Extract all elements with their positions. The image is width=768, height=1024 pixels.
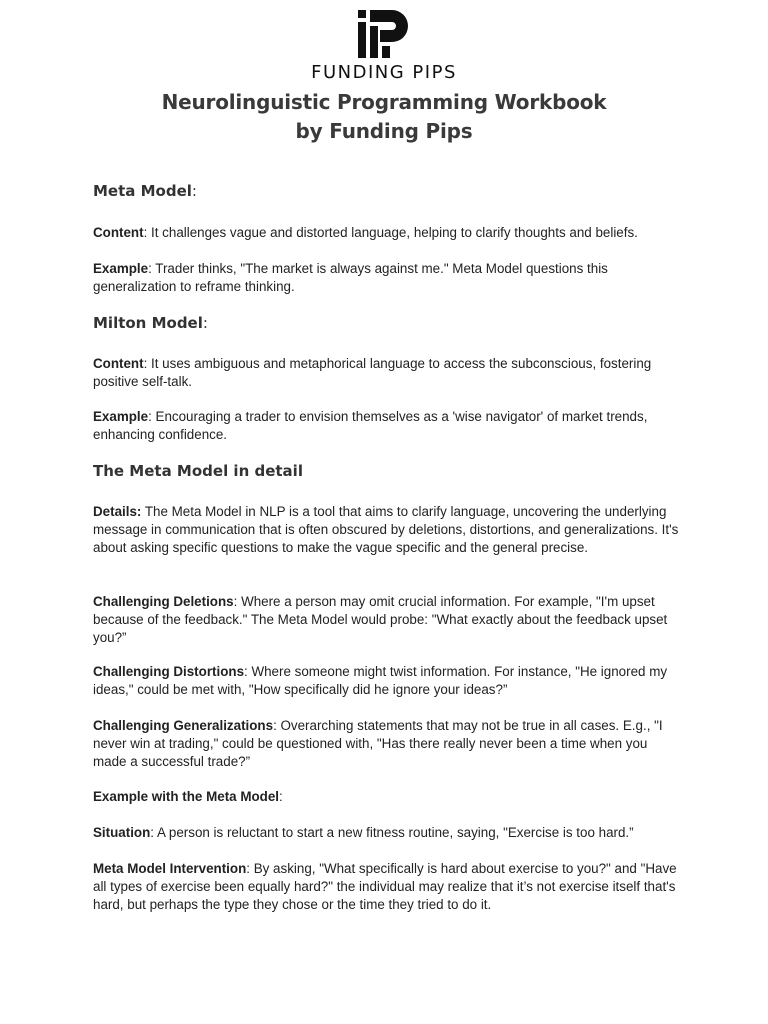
situation-text: : A person is reluctant to start a new fitness routine, saying, "Exercise is too hard.” (150, 825, 634, 840)
logo (0, 8, 768, 60)
meta-content-paragraph (93, 224, 638, 242)
milton-content-paragraph (93, 355, 683, 391)
content-label: Content (93, 356, 144, 371)
heading-colon: : (191, 182, 197, 200)
heading-meta-model-detail: The Meta Model in detail (93, 462, 303, 480)
example-with-meta-model-heading (93, 788, 283, 806)
brand-name: FUNDING PIPS (311, 62, 457, 83)
heading-text: Meta Model (93, 182, 192, 200)
situation-paragraph (93, 824, 683, 842)
example-head-label: Example with the Meta Model (93, 789, 280, 804)
details-text: The Meta Model in NLP is a tool that aims to clarify language, uncovering the underlying message in communication that is often obscured by deletions, distortions, and generalizations. It's about asking specific questions to make the vague specific and the general precise. (93, 504, 679, 555)
example-text: : Encouraging a trader to envision themselves as a 'wise navigator' of market trends, enhancing confidence. (93, 409, 648, 442)
details-label: Details: (93, 504, 142, 519)
example-text: : Trader thinks, "The market is always against me." Meta Model questions this generalization to reframe thinking. (93, 261, 608, 294)
generalizations-label: Challenging Generalizations (93, 718, 274, 733)
intervention-text: : By asking, "What specifically is hard about exercise to you?" and "Have all types of exercise been equally hard?" the individual may realize that it’s not exercise itself that's hard, but perhaps the type they chose or the time they tried to do it. (93, 861, 677, 912)
meta-example-paragraph (93, 260, 683, 296)
distortions-text: : Where someone might twist information. For instance, "He ignored my ideas," could be met with, "How specifically did he ignore your ideas?” (93, 664, 668, 697)
deletions-text: : Where a person may omit crucial information. For example, "I'm upset because of the feedback." The Meta Model would probe: "What exactly about the feedback upset you?” (93, 594, 668, 645)
content-label: Content (93, 225, 144, 240)
funding-pips-logo-icon (356, 8, 412, 60)
distortions-label: Challenging Distortions (93, 664, 245, 679)
intervention-paragraph (93, 860, 683, 913)
example-head-colon: : (279, 789, 283, 804)
deletions-label: Challenging Deletions (93, 594, 234, 609)
heading-meta-model (93, 183, 197, 201)
intervention-label: Meta Model Intervention (93, 861, 247, 876)
details-paragraph (93, 503, 683, 556)
content-text: : It uses ambiguous and metaphorical language to access the subconscious, fostering positive self-talk. (93, 356, 652, 389)
example-label: Example (93, 261, 149, 276)
deletions-paragraph (93, 593, 683, 646)
situation-label: Situation (93, 825, 151, 840)
document-title-line-2: by Funding Pips (295, 119, 473, 143)
content-text: : It challenges vague and distorted language, helping to clarify thoughts and beliefs. (143, 225, 638, 240)
heading-text: Milton Model (93, 314, 203, 332)
distortions-paragraph (93, 663, 683, 699)
document-title-line-1: Neurolinguistic Programming Workbook (161, 90, 607, 114)
heading-milton-model (93, 315, 208, 333)
heading-colon: : (202, 314, 208, 332)
generalizations-text: : Overarching statements that may not be true in all cases. E.g., "I never win at trading," could be questioned with, "Has there really never been a time when you made a successful trade?” (93, 718, 663, 769)
example-label: Example (93, 409, 149, 424)
milton-example-paragraph (93, 408, 683, 444)
generalizations-paragraph (93, 717, 683, 770)
